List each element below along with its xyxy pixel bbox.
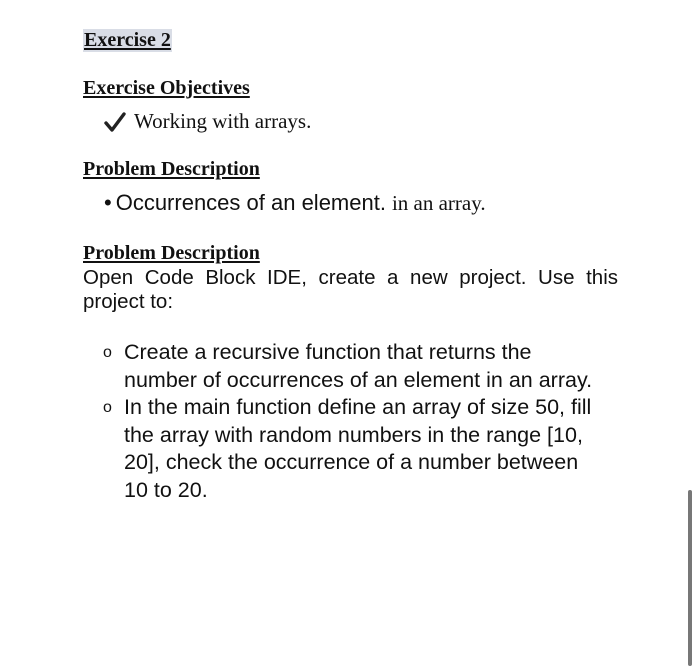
task-text: In the main function define an array of size 50, fill the array with random numbers in the range [10, 20], check the occurrence of a number between 10 to 20. [124,395,592,502]
problem-detail-intro: Open Code Block IDE, create a new project. Use this project to: [83,266,618,313]
exercise-title: Exercise 2 [84,29,171,51]
problem-summary-bullet [104,190,486,216]
list-item [103,339,603,394]
task-text: Create a recursive function that returns the number of occurrences of an element in an array. [124,340,593,392]
circle-bullet-icon: o [103,344,112,361]
bullet-main-text: Occurrences of an element. [115,190,386,215]
checkmark-icon [104,111,126,133]
objective-text: Working with arrays. [134,109,312,133]
problem-summary-heading: Problem Description [83,158,260,180]
problem-detail-heading: Problem Description [83,242,260,264]
vertical-scrollbar[interactable] [688,490,692,666]
bullet-tail-text: in an array. [391,191,486,215]
objectives-heading: Exercise Objectives [83,77,250,99]
circle-bullet-icon: o [103,399,112,416]
objective-item [104,109,311,134]
list-item [103,394,603,504]
bullet-icon: • [104,190,112,215]
task-list [103,339,603,504]
